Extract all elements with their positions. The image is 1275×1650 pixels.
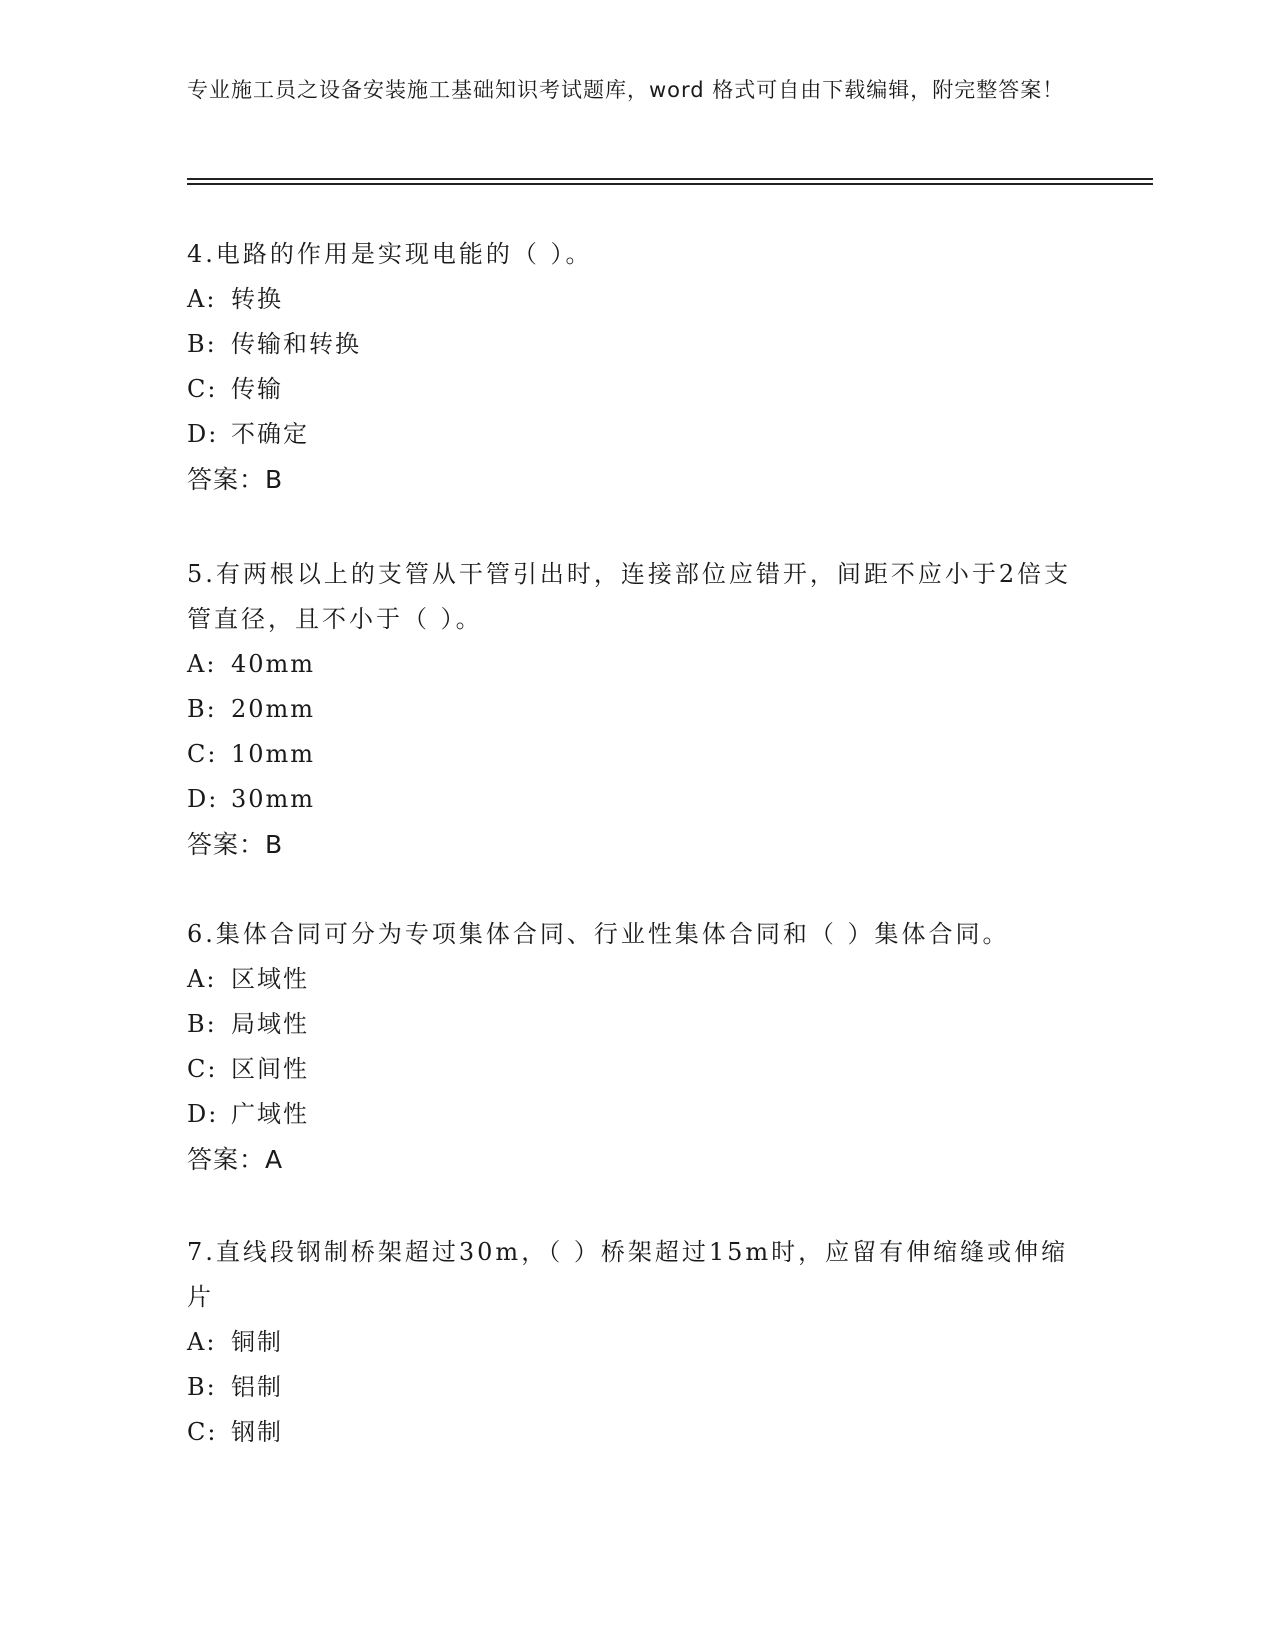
option-text: 30mm [231,785,316,813]
option-c [187,1047,1087,1092]
option-a [187,642,1087,687]
option-letter: C: [187,1055,218,1083]
header-divider-top [187,178,1153,180]
option-d [187,777,1087,822]
option-text: 40mm [231,650,316,678]
option-text: 20mm [231,695,316,723]
option-b [187,322,1087,367]
answer-value: A [265,1145,284,1174]
question-5 [187,552,1087,867]
option-letter: A: [187,1328,217,1356]
option-letter: B: [187,1373,217,1401]
answer-line [187,457,1087,502]
option-letter: D: [187,785,219,813]
answer-value: B [265,465,284,494]
option-a [187,277,1087,322]
option-d [187,412,1087,457]
option-c [187,367,1087,412]
option-a [187,1320,1087,1365]
answer-label: 答案： [187,830,266,859]
option-text: 传输和转换 [231,330,361,358]
option-b [187,1365,1087,1410]
option-letter: C: [187,740,218,768]
option-letter: D: [187,1100,219,1128]
answer-label: 答案： [187,465,266,494]
option-letter: B: [187,1010,217,1038]
question-stem: 5.有两根以上的支管从干管引出时，连接部位应错开，间距不应小于2倍支管直径，且不小于（ ）。 [187,560,1072,633]
option-letter: A: [187,965,217,993]
option-letter: C: [187,375,218,403]
answer-line [187,822,1087,867]
option-text: 不确定 [231,420,309,448]
option-letter: D: [187,420,219,448]
answer-value: B [265,830,284,859]
option-c [187,1410,1087,1455]
option-letter: B: [187,330,217,358]
option-text: 钢制 [231,1418,283,1446]
option-letter: C: [187,1418,218,1446]
option-letter: A: [187,285,217,313]
question-stem: 6.集体合同可分为专项集体合同、行业性集体合同和（ ）集体合同。 [187,920,1010,948]
question-stem: 4.电路的作用是实现电能的（ ）。 [187,240,593,268]
question-stem: 7.直线段钢制桥架超过30m，（ ）桥架超过15m时，应留有伸缩缝或伸缩片 [187,1238,1069,1311]
option-text: 铝制 [231,1373,283,1401]
option-d [187,1092,1087,1137]
option-text: 区间性 [231,1055,309,1083]
document-header: 专业施工员之设备安装施工基础知识考试题库，word 格式可自由下载编辑，附完整答案！ [187,78,1065,102]
question-6 [187,912,1087,1182]
option-text: 区域性 [231,965,309,993]
option-text: 广域性 [231,1100,309,1128]
answer-label: 答案： [187,1145,266,1174]
option-text: 10mm [231,740,316,768]
question-7 [187,1230,1087,1455]
header-divider-bottom [187,183,1153,185]
option-b [187,687,1087,732]
option-c [187,732,1087,777]
question-4 [187,232,1087,502]
answer-line [187,1137,1087,1182]
option-text: 局域性 [231,1010,309,1038]
option-a [187,957,1087,1002]
option-text: 传输 [231,375,283,403]
option-text: 转换 [231,285,283,313]
option-b [187,1002,1087,1047]
option-letter: B: [187,695,217,723]
option-letter: A: [187,650,217,678]
option-text: 铜制 [231,1328,283,1356]
